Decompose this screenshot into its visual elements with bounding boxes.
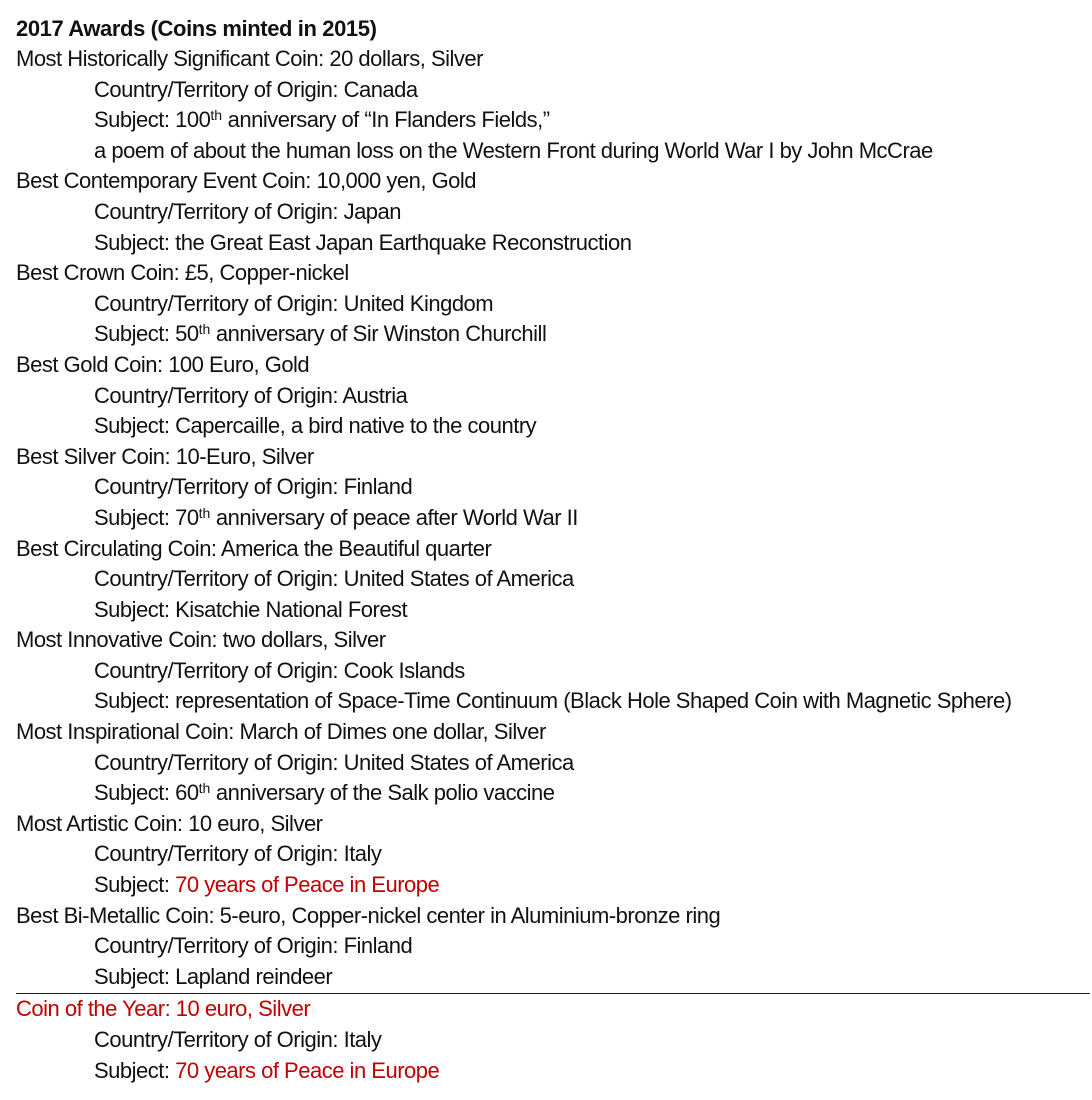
subject-text-rest: anniversary of the Salk polio vaccine	[210, 780, 555, 806]
award-subject-continued: a poem of about the human loss on the Western Front during World War I by John McCrae	[94, 137, 933, 163]
award-subject: Subject: representation of Space-Time Continuum (Black Hole Shaped Coin with Magnetic Sphere)	[94, 688, 1012, 714]
award-country: Country/Territory of Origin: Cook Islands	[94, 657, 465, 683]
award-entry	[16, 442, 1090, 534]
award-subject	[16, 503, 1090, 534]
subject-text: Subject: 70	[94, 504, 199, 530]
subject-text: Subject: 60	[94, 780, 199, 806]
subject-text: Subject: 50	[94, 321, 199, 347]
award-entry	[16, 350, 1090, 442]
subject-highlight: 70 years of Peace in Europe	[175, 1057, 440, 1083]
award-category: Best Contemporary Event Coin: 10,000 yen, Gold	[16, 168, 477, 194]
award-subject: Subject: Capercaille, a bird native to the country	[94, 413, 537, 439]
award-country: Country/Territory of Origin: Finland	[94, 933, 413, 959]
coin-of-the-year-category: Coin of the Year: 10 euro, Silver	[16, 996, 311, 1022]
award-subject	[16, 870, 1090, 901]
award-category: Best Silver Coin: 10-Euro, Silver	[16, 443, 314, 469]
award-entry	[16, 534, 1090, 626]
subject-label: Subject:	[94, 872, 176, 898]
document-title: 2017 Awards (Coins minted in 2015)	[16, 16, 377, 41]
award-category: Most Innovative Coin: two dollars, Silver	[16, 627, 386, 653]
award-subject: Subject: the Great East Japan Earthquake Reconstruction	[94, 229, 632, 255]
award-entry	[16, 258, 1090, 350]
ordinal-suffix: th	[198, 780, 211, 797]
award-country: Country/Territory of Origin: United States of America	[94, 749, 574, 775]
subject-text: Subject: 100	[94, 107, 211, 133]
award-country: Country/Territory of Origin: United Kingdom	[94, 290, 494, 316]
award-category: Best Bi-Metallic Coin: 5-euro, Copper-nickel center in Aluminium-bronze ring	[16, 902, 721, 928]
subject-text-rest: anniversary of Sir Winston Churchill	[210, 321, 547, 347]
award-category: Best Crown Coin: £5, Copper-nickel	[16, 260, 349, 286]
award-subject: Subject: Lapland reindeer	[94, 963, 333, 989]
award-entry	[16, 901, 1090, 993]
award-country: Country/Territory of Origin: Austria	[94, 382, 408, 408]
award-country: Country/Territory of Origin: United States of America	[94, 566, 574, 592]
awards-document	[16, 14, 1090, 1086]
subject-label: Subject:	[94, 1057, 176, 1083]
award-country: Country/Territory of Origin: Finland	[94, 474, 413, 500]
award-subject	[16, 319, 1090, 350]
ordinal-suffix: th	[198, 321, 211, 338]
award-category: Best Circulating Coin: America the Beautiful quarter	[16, 535, 492, 561]
award-subject	[16, 778, 1090, 809]
award-category: Most Inspirational Coin: March of Dimes one dollar, Silver	[16, 719, 546, 745]
coin-of-the-year-entry	[16, 994, 1090, 1086]
award-country: Country/Territory of Origin: Canada	[94, 76, 418, 102]
award-entry	[16, 166, 1090, 258]
award-country: Country/Territory of Origin: Japan	[94, 198, 402, 224]
ordinal-suffix: th	[198, 504, 211, 521]
subject-text-rest: anniversary of peace after World War II	[210, 504, 578, 530]
award-entry	[16, 625, 1090, 717]
award-entry	[16, 809, 1090, 901]
award-subject	[16, 105, 1090, 136]
coin-of-the-year-subject	[16, 1056, 1090, 1087]
award-category: Most Historically Significant Coin: 20 dollars, Silver	[16, 46, 483, 71]
award-subject: Subject: Kisatchie National Forest	[94, 596, 408, 622]
award-entry	[16, 44, 1090, 166]
coin-of-the-year-country: Country/Territory of Origin: Italy	[94, 1027, 382, 1052]
award-category: Most Artistic Coin: 10 euro, Silver	[16, 810, 323, 836]
ordinal-suffix: th	[210, 107, 222, 124]
award-category: Best Gold Coin: 100 Euro, Gold	[16, 351, 310, 377]
award-country: Country/Territory of Origin: Italy	[94, 841, 382, 867]
subject-highlight: 70 years of Peace in Europe	[175, 872, 440, 898]
subject-text-rest: anniversary of “In Flanders Fields,”	[222, 107, 550, 133]
award-entry	[16, 717, 1090, 809]
